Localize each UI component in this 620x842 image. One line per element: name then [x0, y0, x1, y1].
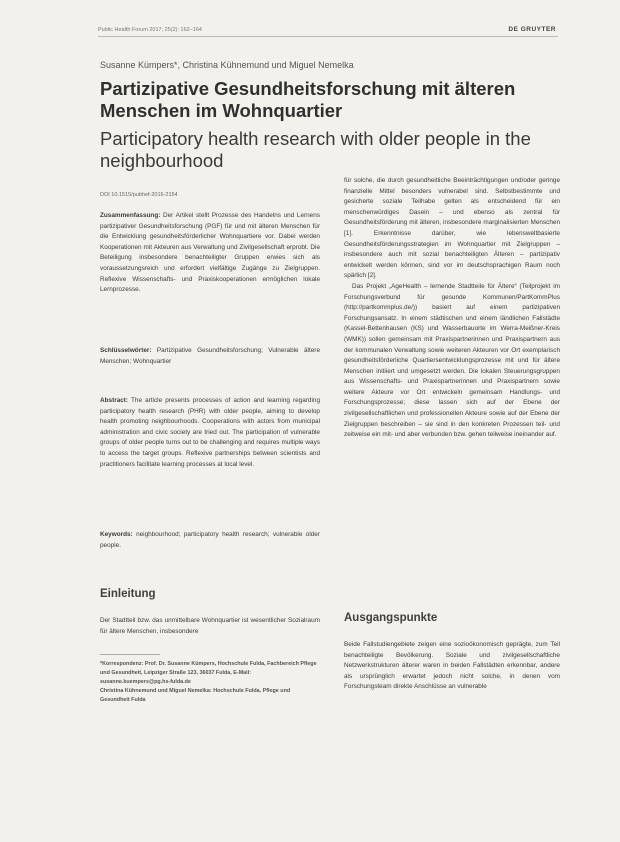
title-german: Partizipative Gesundheitsforschung mit älteren Menschen im Wohnquartier	[100, 78, 516, 121]
keywords-german-label: Schlüsselwörter:	[100, 347, 152, 354]
heading-ausgangspunkte: Ausgangspunkte	[344, 612, 438, 624]
keywords-english	[100, 530, 320, 554]
abstract-english	[100, 396, 320, 526]
doi: DOI 10.1515/pubhef-2016-2154	[100, 192, 178, 198]
heading-einleitung: Einleitung	[100, 588, 156, 600]
keywords-english-text: neighbourhood; participatory health research; vulnerable older people.	[100, 531, 320, 549]
ausgangspunkte-paragraph: Beide Fallstudiengebiete zeigen eine sozioökonomisch geprägte, zum Teil benachteiligte Bevölkerung. Soziale und zivilgesellschaftliche Netzwerkstrukturen älterer waren in beiden Fallstädten erkennbar, andere als ursprünglich erwartet jedoch nicht solche, in denen vom Forschungsteam direkte Anschlüsse an vulnerable	[344, 641, 560, 691]
body-paragraph: Das Projekt „AgeHealth – lernende Stadtteile für Ältere“ (Teilprojekt im Forschungsverbund für gesunde Kommunen/PartKommPlus (http://partkommplus.de/)) basiert auf einem partizipativen Forschungsansatz. In einem städtischen und einem ländlichen Fallstädte (Kassel-Bettenhausen (KS) und Wasserbauorte im Werra-Meißner-Kreis (WMK)) sollen gemeinsam mit Praxispartnerinnen und Praxispartnern aus der kommunalen Verwaltung sowie weiteren Akteuren vor Ort exemplarisch gesundheitsförderliche Quartiersentwicklungsprozesse mit und für ältere Menschen initiiert und umgesetzt werden. Die lokalen Steuerungsgruppen aus Wissenschafts- und Praxispartnerinnen und Praxispartnern sowie weitere Akteure vor Ort entwickeln gemeinsam Handlungs- und Forschungsprozesse; diese lassen sich auf der Ebene der zivilgesellschaftlichen und professionellen Akteure sowie auf der Ebene der Zielgruppen beschreiben – sie sind in den konkreten Prozessen teil- und zeitweise ein mit- und aber verbunden bzw. gehen teilweise ineinander auf.	[344, 282, 560, 439]
keywords-german	[100, 346, 320, 372]
title-english: Participatory health research with older people in the neighbourhood	[100, 128, 531, 171]
journal-citation: Public Health Forum 2017; 25(2): 162–164	[98, 27, 202, 33]
body-paragraph: für solche, die durch gesundheitliche Beeinträchtigungen und/oder geringe finanzielle Mittel besonders vulnerabel sind. Selbstbestimmte und gesicherte soziale Teilhabe gelten als entscheidend für ein menschenwürdiges Dasein – und ebenso als zentral für Gesundheitsförderung mit älteren, insbesondere marginalisierten Menschen [1]. Erkenntnisse darüber, wie lebensweltbasierte Gesundheitsförderungsstrategien im Wohnquartier mit Zielgruppen – insbesondere auch mit sozial benachteiligten Älteren – partizipativ entwickelt werden können, sind vor im deutschsprachigen Raum noch spärlich [2].	[344, 177, 560, 280]
footnote	[100, 660, 320, 705]
abstract-german-label: Zusammenfassung:	[100, 212, 161, 219]
running-head	[98, 26, 556, 33]
einleitung-text	[100, 616, 320, 640]
ausgangspunkte-text	[344, 640, 560, 740]
keywords-english-label: Keywords:	[100, 531, 133, 538]
footnote-corresponding: *Korrespondenz: Prof. Dr. Susanne Kümpers, Hochschule Fulda, Fachbereich Pflege und Gesundheit, Leipziger Straße 123, 36037 Fulda, E-Mail: susanne.kuempers@pg.hs-fulda.de	[100, 661, 317, 685]
abstract-english-text: The article presents processes of action and learning regarding participatory health research (PHR) with older people, aiming to develop health promoting neighbourhoods. Cooperations with actors from municipal administration and civic society are tried out. The participation of vulnerable groups of older people turns out to be challenging and requires multiple ways to access the target groups. Reflexive partnerships between scientists and practitioners facilitate learning processes at local level.	[100, 397, 320, 468]
right-column-body	[344, 176, 560, 582]
footnote-affiliations: Christina Kühnemund und Miguel Nemelka: Hochschule Fulda, Pflege und Gesundheit Fulda	[100, 688, 291, 703]
footnote-rule	[100, 654, 160, 655]
keywords-german-text: Partizipative Gesundheitsforschung; Vulnerable ältere Menschen; Wohnquartier	[100, 347, 320, 365]
abstract-german-text: Der Artikel stellt Prozesse des Handelns und Lernens partizipativer Gesundheitsforschung (PGF) für und mit älteren Menschen für die Entwicklung gesundheitsförderlicher Wohnquartiere vor. Dabei werden Kooperationen mit Akteuren aus Verwaltung und Zivilgesellschaft erprobt. Die Beteiligung insbesondere benachteiligter Gruppen erwies sich als voraussetzungsreich und erfordert vielfältige Zugänge zu Zielgruppen. Reflexive Wissenschafts- und Praxiskooperationen ermöglichen lokale Lernprozesse.	[100, 212, 320, 294]
authors: Susanne Kümpers*, Christina Kühnemund und Miguel Nemelka	[100, 60, 354, 70]
abstract-german	[100, 211, 320, 345]
publisher-logo: DE GRUYTER	[508, 26, 556, 33]
abstract-english-label: Abstract:	[100, 397, 129, 404]
einleitung-paragraph: Der Stadtteil bzw. das unmittelbare Wohnquartier ist wesentlicher Sozialraum für ältere Menschen, insbesondere	[100, 617, 320, 635]
header-rule	[98, 36, 558, 37]
